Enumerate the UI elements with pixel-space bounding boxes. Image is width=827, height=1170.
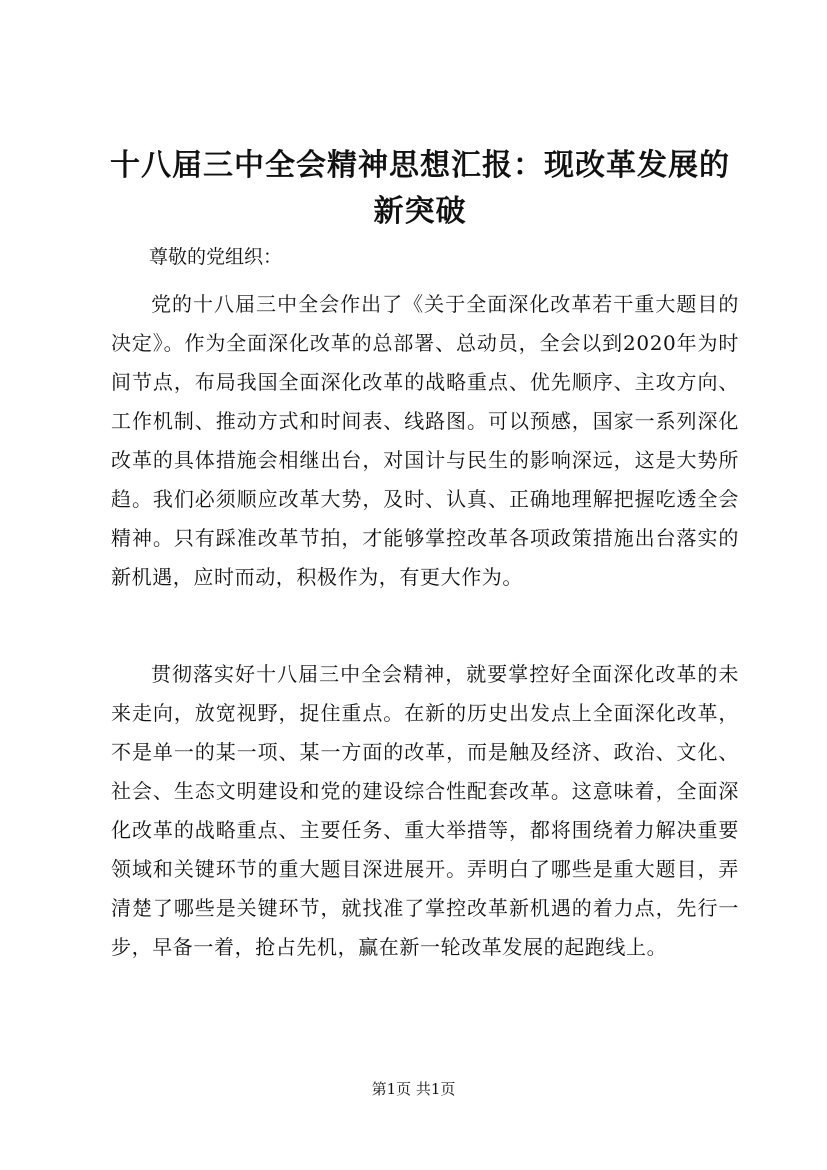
document-title: 十八届三中全会精神思想汇报：现改革发展的新突破 bbox=[110, 148, 730, 229]
page-footer: 第1页 共1页 bbox=[371, 1080, 456, 1098]
body-paragraph-2: 贯彻落实好十八届三中全会精神，就要掌控好全面深化改革的未来走向，放宽视野，捉住重点。在新的历史出发点上全面深化改革，不是单一的某一项、某一方面的改革，而是触及经济、政治、文化、社会、生态文明建设和党的建设综合性配套改革。这意味着，全面深化改革的战略重点、主要任务、重大举措等，都将围绕着力解决重要领域和关键环节的重大题目深进展开。弄明白了哪些是重大题目，弄清楚了哪些是关键环节，就找准了掌控改革新机遇的着力点，先行一步，早备一着，抢占先机，赢在新一轮改革发展的起跑线上。 bbox=[111, 662, 739, 959]
salutation: 尊敬的党组织： bbox=[149, 246, 283, 268]
body-paragraph-1: 党的十八届三中全会作出了《关于全面深化改革若干重大题目的决定》。作为全面深化改革的总部署、总动员，全会以到2020年为时间节点，布局我国全面深化改革的战略重点、优先顺序、主攻方向、工作机制、推动方式和时间表、线路图。可以预感，国家一系列深化改革的具体措施会相继出台，对国计与民生的影响深远，这是大势所趋。我们必须顺应改革大势，及时、认真、正确地理解把握吃透全会精神。只有踩准改革节拍，才能够掌控改革各项政策措施出台落实的新机遇，应时而动，积极作为，有更大作为。 bbox=[111, 292, 739, 589]
